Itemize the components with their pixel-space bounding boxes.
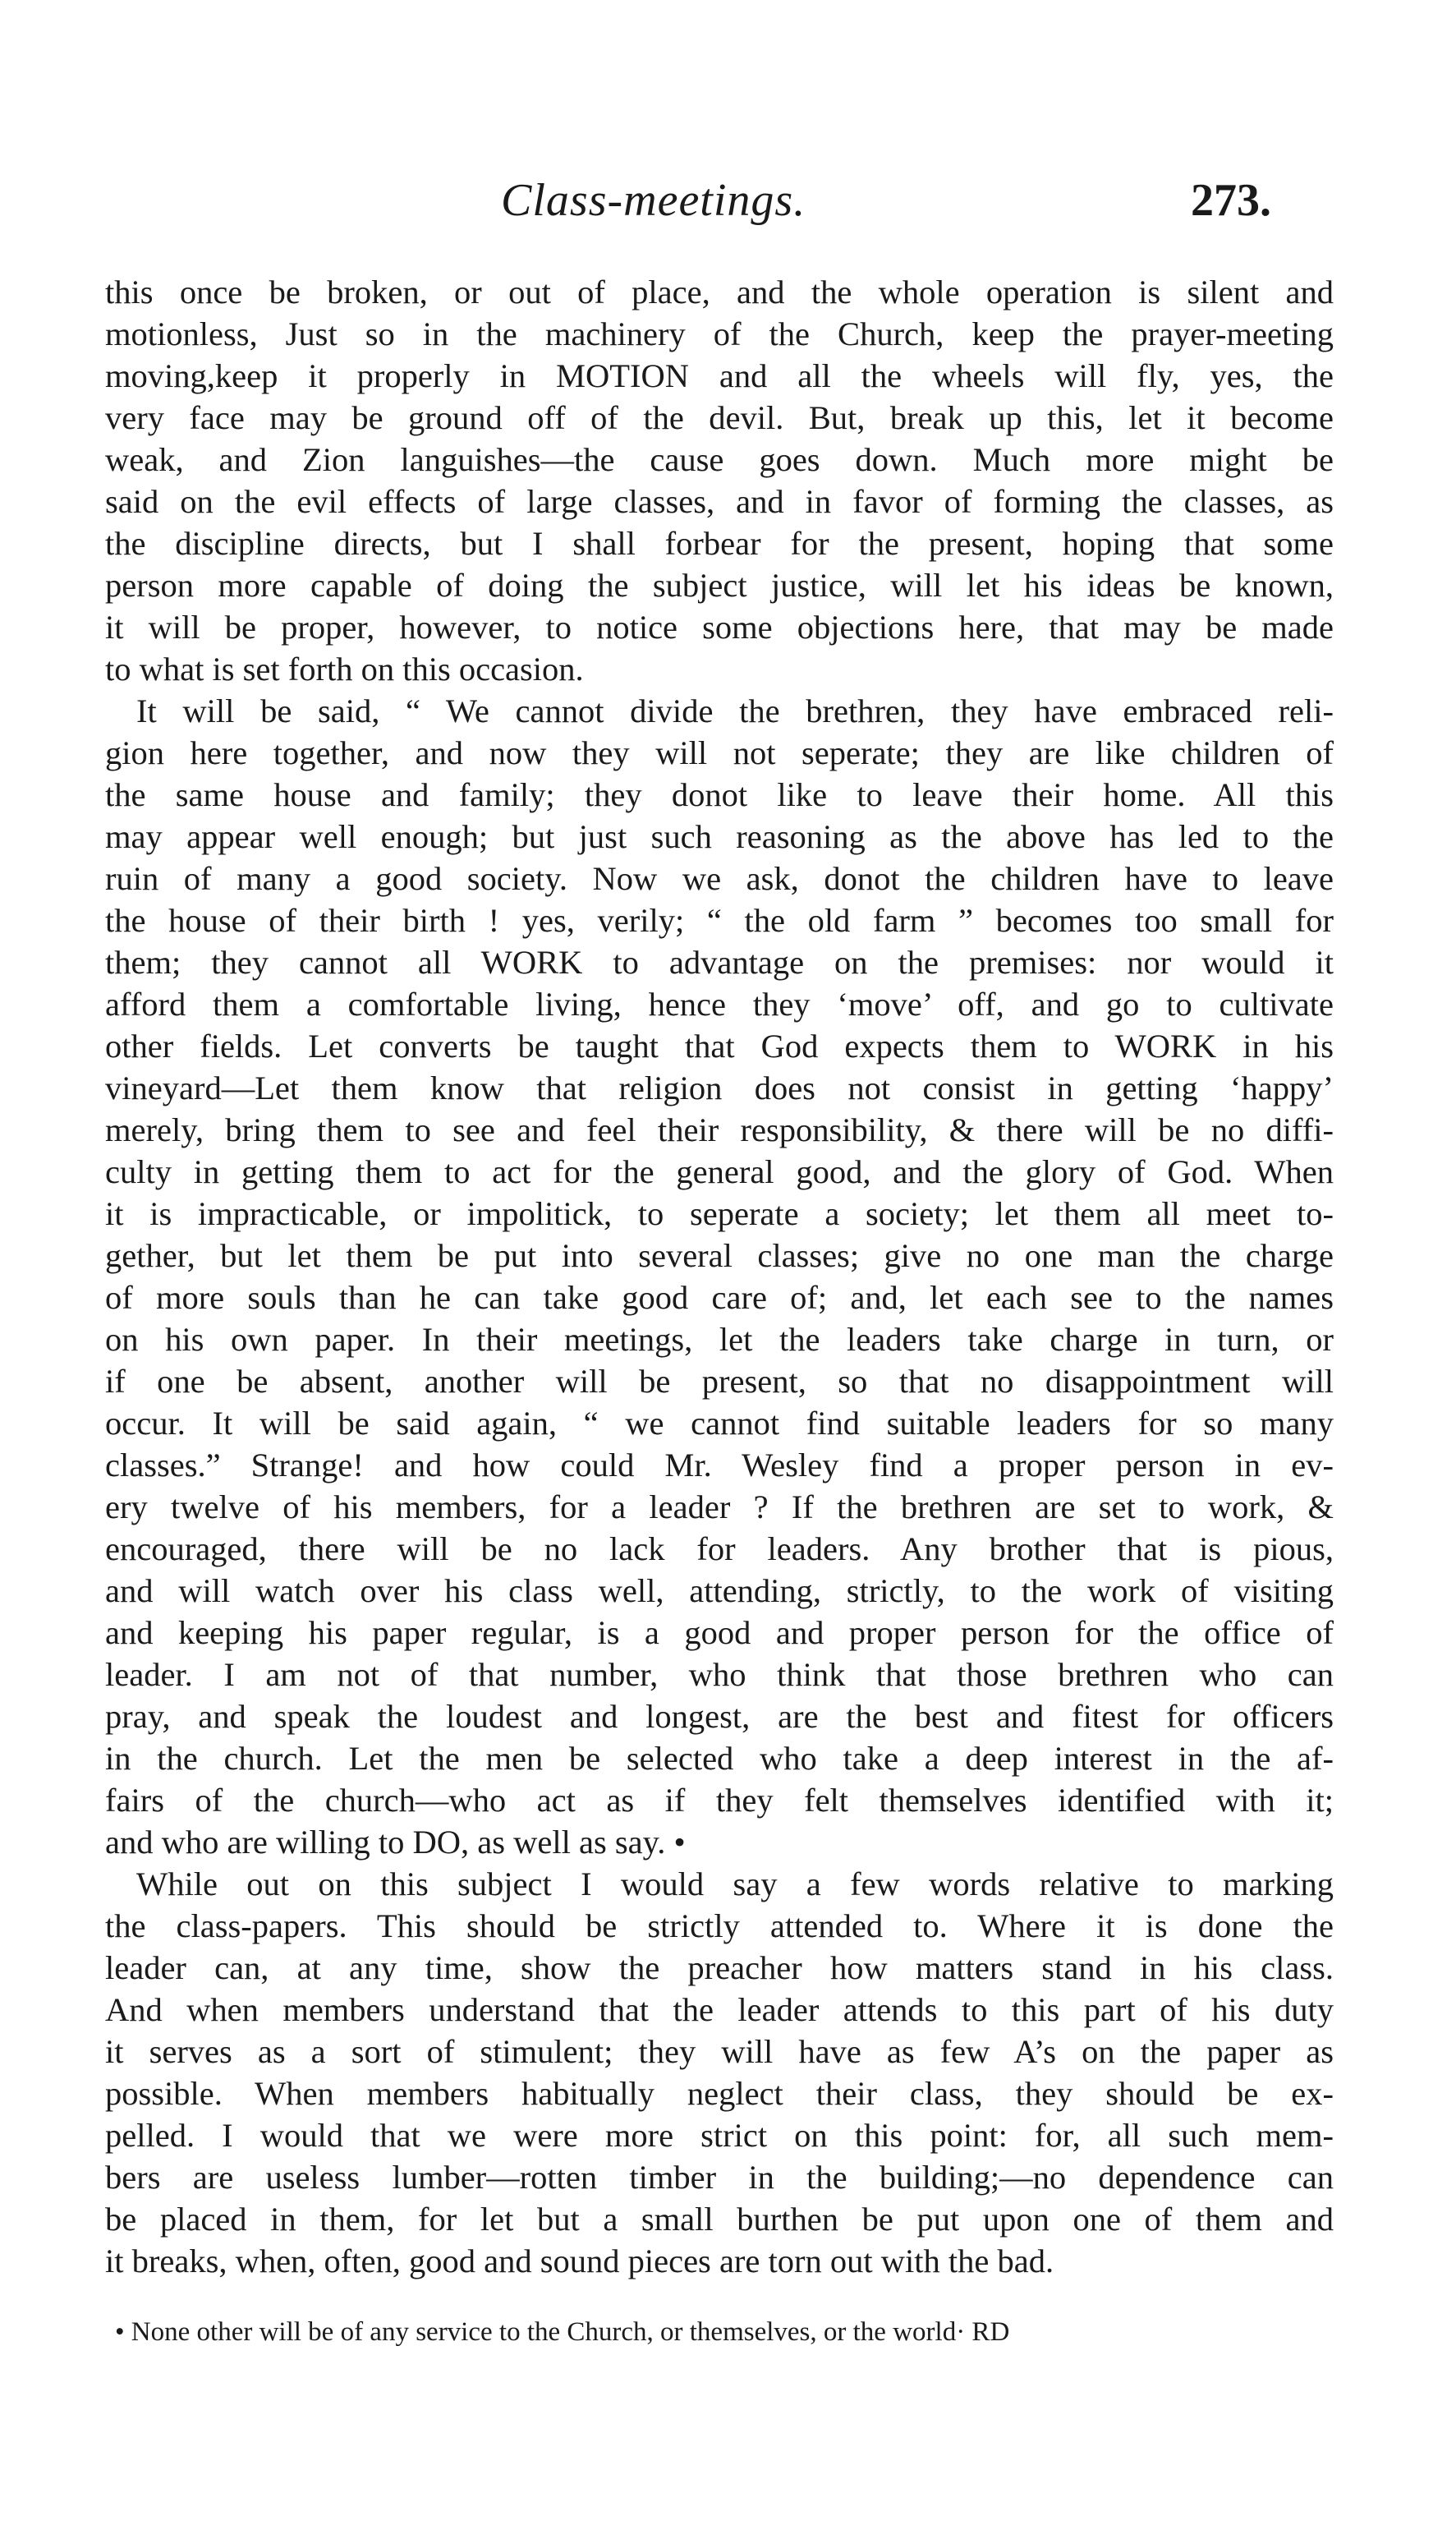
text-line: While out on this subject I would say a few words relative to marking (136, 1865, 1334, 1902)
text-line: be placed in them, for let but a small burthen be put upon one of them and (105, 2201, 1334, 2238)
text-line: merely, bring them to see and feel their responsibility, & there will be no diffi- (105, 1111, 1334, 1148)
text-line: encouraged, there will be no lack for leaders. Any brother that is pious, (105, 1530, 1334, 1567)
text-line: in the church. Let the men be selected who take a deep interest in the af- (105, 1740, 1334, 1777)
text-line: other fields. Let converts be taught that God expects them to WORK in his (105, 1028, 1334, 1065)
text-line: bers are useless lumber—rotten timber in the building;—no dependence can (105, 2159, 1334, 2196)
text-line: the discipline directs, but I shall forbear for the present, hoping that some (105, 525, 1334, 562)
text-line: them; they cannot all WORK to advantage on the premises: nor would it (105, 944, 1334, 981)
text-line: gether, but let them be put into several classes; give no one man the charge (105, 1237, 1334, 1274)
body-text (105, 271, 1334, 2282)
text-line: classes.” Strange! and how could Mr. Wesley find a proper person in ev- (105, 1447, 1334, 1484)
text-line: the house of their birth ! yes, verily; “ the old farm ” becomes too small for (105, 902, 1334, 939)
running-title: Class-meetings. (501, 175, 806, 226)
text-line: fairs of the church—who act as if they felt themselves identified with it; (105, 1782, 1334, 1819)
text-line: to what is set forth on this occasion. (105, 651, 584, 688)
text-line: said on the evil effects of large classes, and in favor of forming the classes, as (105, 483, 1334, 520)
text-line: person more capable of doing the subject justice, will let his ideas be known, (105, 567, 1334, 604)
text-line: and keeping his paper regular, is a good and proper person for the office of (105, 1614, 1334, 1651)
text-line: ery twelve of his members, for a leader ? If the brethren are set to work, & (105, 1488, 1334, 1525)
text-line: it will be proper, however, to notice some objections here, that may be made (105, 609, 1334, 646)
text-line: it breaks, when, often, good and sound pieces are torn out with the bad. (105, 2242, 1054, 2279)
text-line: if one be absent, another will be present, so that no disappointment will (105, 1363, 1334, 1400)
text-line: motionless, Just so in the machinery of the Church, keep the prayer-meeting (105, 315, 1334, 352)
text-line: And when members understand that the leader attends to this part of his duty (105, 1991, 1334, 2028)
text-line: leader. I am not of that number, who think that those brethren who can (105, 1656, 1334, 1693)
text-line: it is impracticable, or impolitick, to seperate a society; let them all meet to- (105, 1195, 1334, 1232)
text-line: afford them a comfortable living, hence they ‘move’ off, and go to cultivate (105, 986, 1334, 1023)
text-line: may appear well enough; but just such reasoning as the above has led to the (105, 818, 1334, 855)
text-line: gion here together, and now they will not seperate; they are like children of (105, 734, 1334, 771)
text-line: vineyard—Let them know that religion does not consist in getting ‘happy’ (105, 1070, 1334, 1106)
text-line: on his own paper. In their meetings, let the leaders take charge in turn, or (105, 1321, 1334, 1358)
text-line: the class-papers. This should be strictly attended to. Where it is done the (105, 1907, 1334, 1944)
text-line: leader can, at any time, show the preacher how matters stand in his class. (105, 1949, 1334, 1986)
text-line: ruin of many a good society. Now we ask, donot the children have to leave (105, 860, 1334, 897)
text-line: weak, and Zion languishes—the cause goes down. Much more might be (105, 441, 1334, 478)
text-line: and will watch over his class well, attending, strictly, to the work of visiting (105, 1572, 1334, 1609)
page-number: 273. (1191, 175, 1271, 226)
running-head (0, 174, 1456, 232)
text-line: it serves as a sort of stimulent; they will have as few A’s on the paper as (105, 2033, 1334, 2070)
text-line: moving,keep it properly in MOTION and all the wheels will fly, yes, the (105, 357, 1334, 394)
text-line: the same house and family; they donot like to leave their home. All this (105, 776, 1334, 813)
text-line: of more souls than he can take good care of; and, let each see to the names (105, 1279, 1334, 1316)
footnote: • None other will be of any service to the Church, or themselves, or the world· RD (115, 2317, 1010, 2347)
text-line: It will be said, “ We cannot divide the brethren, they have embraced reli- (136, 692, 1334, 729)
text-line: and who are willing to DO, as well as say. • (105, 1824, 686, 1861)
text-line: occur. It will be said again, “ we cannot find suitable leaders for so many (105, 1405, 1334, 1442)
text-line: this once be broken, or out of place, and the whole operation is silent and (105, 274, 1334, 310)
text-line: culty in getting them to act for the general good, and the glory of God. When (105, 1153, 1334, 1190)
text-line: pray, and speak the loudest and longest, are the best and fitest for officers (105, 1698, 1334, 1735)
text-line: possible. When members habitually neglect their class, they should be ex- (105, 2075, 1334, 2112)
text-line: very face may be ground off of the devil. But, break up this, let it become (105, 399, 1334, 436)
text-line: pelled. I would that we were more strict on this point: for, all such mem- (105, 2117, 1334, 2154)
